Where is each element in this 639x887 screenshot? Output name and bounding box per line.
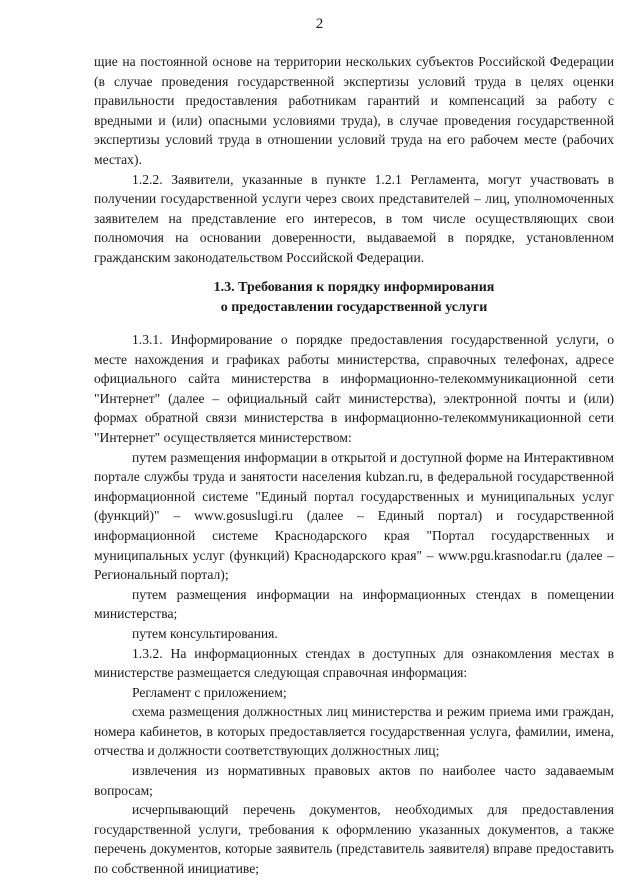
- paragraph: схема размещения должностных лиц министерства и режим приема ими граждан, номера кабинетов, в которых предоставляется государственная услуга, фамилии, имена, отчества и должности соответствующих должностных лиц;: [94, 704, 614, 759]
- paragraph: 1.2.2. Заявители, указанные в пункте 1.2.1 Регламента, могут участвовать в получении государственной услуги через своих представителей – лиц, уполномоченных заявителем на представление его интересов, в том числе осуществляющих свои полномочия на основании доверенности, выдаваемой в порядке, установленном гражданским законодательством Российской Федерации.: [94, 171, 614, 265]
- paragraph: щие на постоянной основе на территории нескольких субъектов Российской Федерации (в случае проведения государственной экспертизы условий труда в целях оценки правильности предоставления работникам гарантий и компенсаций за работу с вредными и (или) опасными условиями труда), в случае проведения государственной экспертизы условий труда в отношении условий труда на его рабочем месте (рабочих местах).: [94, 54, 614, 167]
- paragraph: путем консультирования.: [132, 625, 278, 641]
- section-heading-line-1: 1.3. Требования к порядку информирования: [213, 280, 495, 295]
- section-heading: [94, 278, 614, 318]
- paragraph: 1.3.1. Информирование о порядке предоставления государственной услуги, о месте нахождения и графиках работы министерства, справочных телефонах, адресе официального сайта министерства в информационно-телекоммуникационной сети "Интернет" (далее – официальный сайт министерства), электронной почты и (или) формах обратной связи министерства в информационно-телекоммуникационной сети "Интернет" осуществляется министерством:: [94, 332, 614, 445]
- paragraph: 1.3.2. На информационных стендах в доступных для ознакомления местах в министерстве размещается следующая справочная информация:: [94, 645, 614, 681]
- section-heading-line-2: о предоставлении государственной услуги: [220, 300, 488, 315]
- text-block-section-1-3: [94, 330, 614, 879]
- paragraph: извлечения из нормативных правовых актов по наиболее часто задаваемым вопросам;: [94, 763, 614, 798]
- paragraph: исчерпывающий перечень документов, необходимых для предоставления государственной услуги, требования к оформлению указанных документов, а также перечень документов, которые заявитель (представитель заявителя) вправе предоставить по собственной инициативе;: [94, 802, 614, 877]
- paragraph: Регламент с приложением;: [132, 684, 287, 700]
- paragraph: путем размещения информации в открытой и доступной форме на Интерактивном портале службы труда и занятости населения kubzan.ru, в федеральной государственной информационной системе "Единый портал государственных и муниципальных услуг (функций)" – www.gosuslugi.ru (далее – Единый портал) и государственной информационной системе Краснодарского края "Портал государственных и муниципальных услуг (функций) Краснодарского края" – www.pgu.krasnodar.ru (далее – Региональный портал);: [94, 449, 614, 583]
- page-number: 2: [315, 16, 324, 32]
- paragraph: путем размещения информации на информационных стендах в помещении министерства;: [94, 586, 614, 622]
- text-block-intro: [94, 52, 614, 268]
